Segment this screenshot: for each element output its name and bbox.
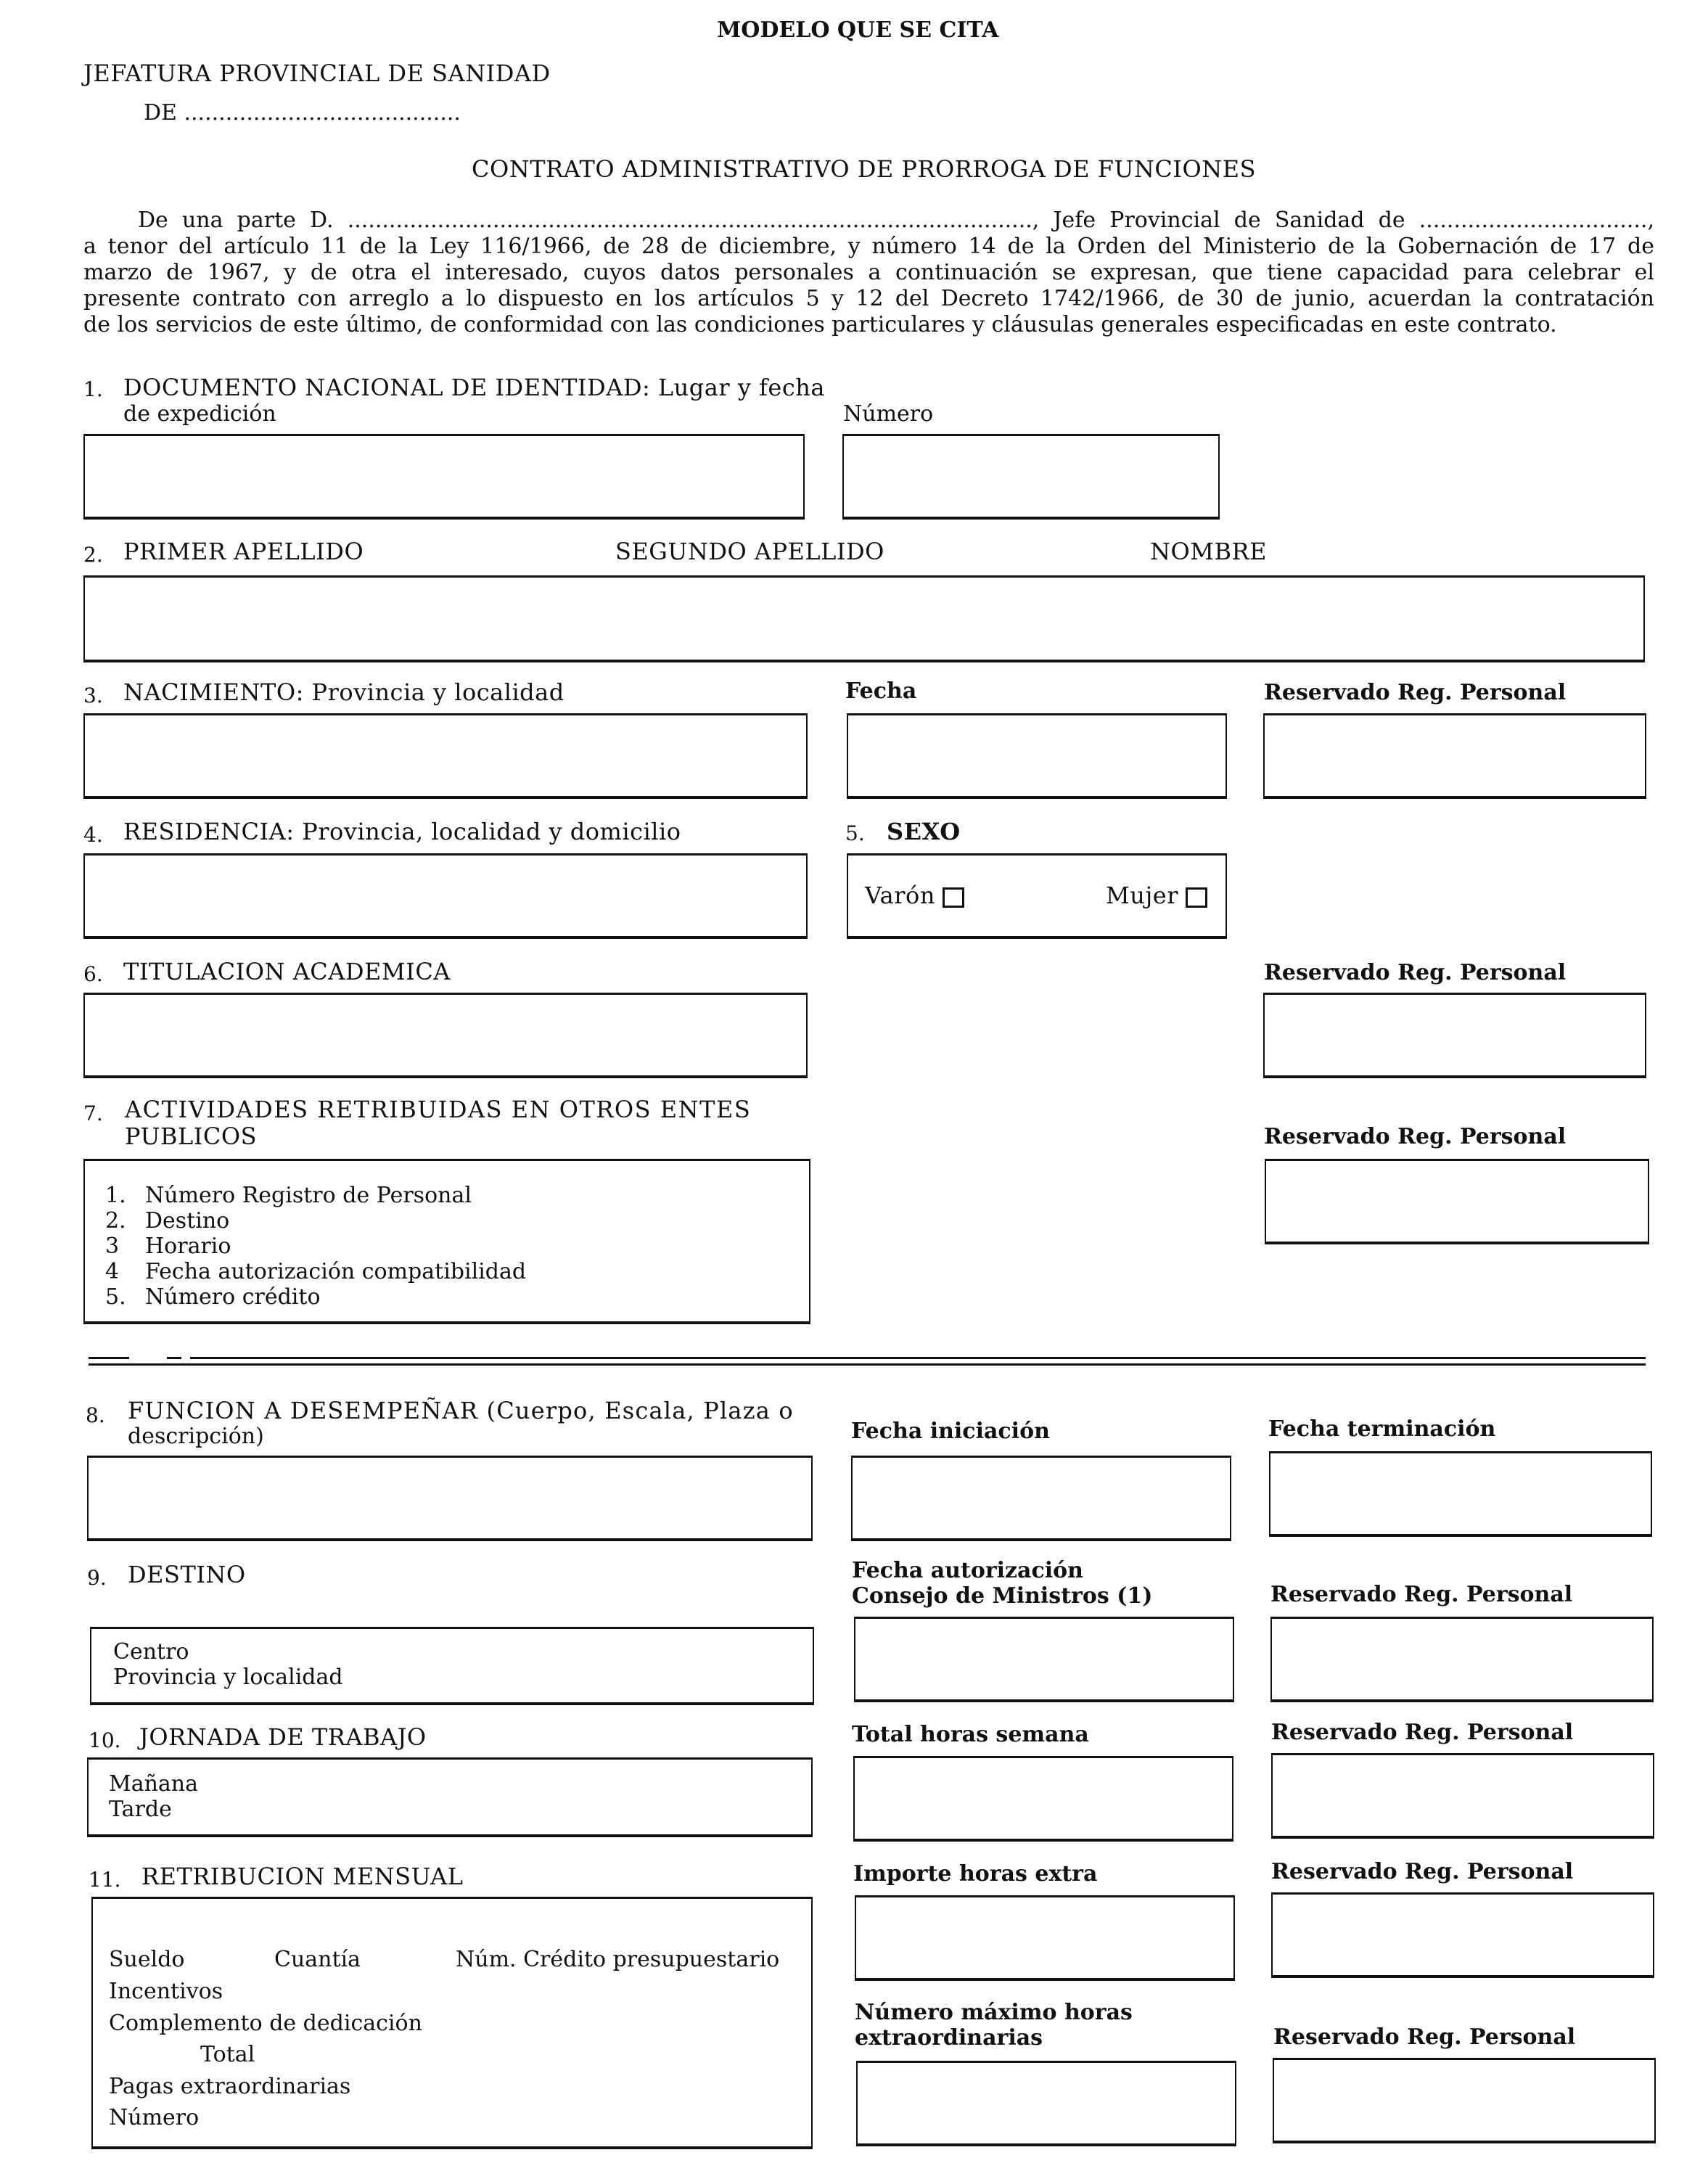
mujer-option[interactable] (1106, 882, 1207, 910)
tarde-label: Tarde (109, 1797, 172, 1822)
primer-apellido-label: PRIMER APELLIDO (123, 538, 364, 565)
de-line: DE ........................................ (144, 100, 461, 126)
destino-box[interactable] (90, 1627, 814, 1705)
section-8-subtitle: descripción) (128, 1424, 264, 1449)
extraordinarias-label: extraordinarias (855, 2025, 1043, 2051)
total-horas-label: Total horas semana (852, 1722, 1089, 1747)
reservado-field-7[interactable] (1265, 1159, 1649, 1244)
intro-paragraph (83, 208, 1654, 338)
total-horas-field[interactable] (853, 1756, 1233, 1842)
intro-line: De una parte D. ..................................................................................................., Jefe Provincial de Sanidad de ................................., (138, 208, 1654, 233)
intro-line: a tenor del artículo 11 de la Ley 116/1966, de 28 de diciembre, y número 14 de la Orden del Ministerio de la Gobernación de 17 de (83, 234, 1654, 259)
section-8-number: 8. (86, 1403, 105, 1427)
fecha-terminacion-label: Fecha terminación (1268, 1416, 1496, 1442)
apellidos-nombre-field[interactable] (83, 575, 1645, 662)
intro-line: de los servicios de este último, de conformidad con las condiciones particulares y cláusulas generales especificadas en este contrato. (83, 312, 1557, 337)
section-5-number: 5. (845, 821, 865, 845)
intro-line: presente contrato con arreglo a lo dispuesto en los artículos 5 y 12 del Decreto 1742/1966, de 30 de junio, acuerdan la contratación (83, 286, 1654, 311)
sueldo-label: Sueldo (109, 1947, 185, 1972)
section-10-number: 10. (89, 1728, 121, 1752)
reservado-label-9: Reservado Reg. Personal (1270, 1582, 1573, 1607)
reservado-label-6: Reservado Reg. Personal (1264, 960, 1567, 985)
credito-label: Núm. Crédito presupuestario (456, 1947, 780, 1972)
reservado-field-11b[interactable] (1273, 2058, 1656, 2143)
dni-numero-field[interactable] (842, 434, 1220, 520)
section-3-title: NACIMIENTO: Provincia y localidad (123, 678, 564, 706)
section-1-title: DOCUMENTO NACIONAL DE IDENTIDAD: Lugar y fecha (123, 374, 825, 401)
actividades-box[interactable] (83, 1159, 810, 1324)
fecha-nacimiento-label: Fecha (845, 678, 917, 704)
consejo-ministros-label: Consejo de Ministros (1) (852, 1583, 1153, 1609)
fecha-autorizacion-label: Fecha autorización (852, 1558, 1083, 1583)
fecha-iniciacion-label: Fecha iniciación (851, 1419, 1050, 1444)
reservado-label-10: Reservado Reg. Personal (1271, 1720, 1574, 1745)
jornada-labels (109, 1771, 198, 1822)
separator-line (190, 1357, 1646, 1359)
section-11-number: 11. (89, 1868, 121, 1892)
reservado-label-3: Reservado Reg. Personal (1264, 680, 1567, 705)
sexo-box (847, 853, 1227, 939)
list-item: 2. Destino (105, 1208, 230, 1234)
varon-checkbox[interactable] (943, 887, 964, 908)
actividades-list (105, 1183, 526, 1310)
section-7-number: 7. (83, 1101, 103, 1125)
section-3-number: 3. (83, 684, 103, 707)
section-7-title: ACTIVIDADES RETRIBUIDAS EN OTROS ENTES (125, 1096, 752, 1123)
mujer-label: Mujer (1106, 882, 1179, 909)
reservado-field-6[interactable] (1263, 993, 1646, 1078)
maximo-horas-field[interactable] (856, 2061, 1236, 2146)
reservado-label-11a: Reservado Reg. Personal (1271, 1859, 1574, 1884)
section-8-title: FUNCION A DESEMPEÑAR (Cuerpo, Escala, Plaza o (128, 1397, 794, 1424)
fecha-nacimiento-field[interactable] (847, 713, 1227, 799)
separator-line (89, 1363, 1646, 1366)
incentivos-label: Incentivos (109, 1979, 223, 2004)
dni-lugar-fecha-field[interactable] (83, 434, 805, 520)
reservado-field-11a[interactable] (1271, 1892, 1654, 1978)
list-item: 5. Número crédito (105, 1284, 321, 1310)
list-item: 1. Número Registro de Personal (105, 1183, 472, 1208)
reservado-field-10[interactable] (1271, 1753, 1654, 1839)
pagas-label: Pagas extraordinarias (109, 2074, 351, 2099)
section-9-title: DESTINO (128, 1561, 246, 1588)
varon-label: Varón (865, 882, 935, 909)
list-item: 4 Fecha autorización compatibilidad (105, 1259, 527, 1284)
contract-title: CONTRATO ADMINISTRATIVO DE PRORROGA DE FUNCIONES (472, 155, 1257, 183)
cuantia-label: Cuantía (274, 1947, 361, 1972)
section-10-title: JORNADA DE TRABAJO (139, 1723, 427, 1751)
varon-option[interactable] (865, 882, 964, 910)
section-6-number: 6. (83, 962, 103, 986)
reservado-label-7: Reservado Reg. Personal (1264, 1124, 1567, 1149)
jornada-box[interactable] (87, 1757, 813, 1837)
maximo-horas-label: Número máximo horas (855, 2000, 1133, 2025)
reservado-field-9[interactable] (1270, 1617, 1654, 1702)
destino-labels (113, 1639, 343, 1690)
section-1-subtitle: de expedición (123, 401, 276, 427)
separator-dash (89, 1357, 129, 1359)
separator-dash (167, 1357, 181, 1359)
manana-label: Mañana (109, 1771, 199, 1797)
reservado-label-11b: Reservado Reg. Personal (1273, 2024, 1576, 2050)
importe-horas-field[interactable] (855, 1895, 1235, 1981)
numero-label: Número (843, 401, 934, 427)
funcion-field[interactable] (87, 1456, 813, 1541)
mujer-checkbox[interactable] (1186, 887, 1207, 908)
residencia-field[interactable] (83, 853, 808, 939)
list-item: 3 Horario (105, 1234, 231, 1259)
section-1-number: 1. (83, 377, 103, 401)
section-4-title: RESIDENCIA: Provincia, localidad y domicilio (123, 818, 681, 845)
section-9-number: 9. (87, 1566, 107, 1590)
retribucion-box[interactable] (91, 1897, 813, 2149)
titulacion-field[interactable] (83, 993, 808, 1078)
complemento-label: Complemento de dedicación (109, 2011, 422, 2036)
jefatura-label: JEFATURA PROVINCIAL DE SANIDAD (83, 59, 551, 87)
total-label: Total (200, 2042, 255, 2067)
section-4-number: 4. (83, 823, 103, 847)
section-6-title: TITULACION ACADEMICA (123, 958, 451, 985)
section-11-title: RETRIBUCION MENSUAL (141, 1863, 464, 1890)
fecha-terminacion-field[interactable] (1269, 1451, 1652, 1537)
fecha-iniciacion-field[interactable] (851, 1456, 1231, 1541)
numero-pagas-label: Número (109, 2105, 200, 2130)
importe-horas-label: Importe horas extra (853, 1861, 1098, 1887)
nacimiento-field[interactable] (83, 713, 808, 799)
provincia-localidad-label: Provincia y localidad (113, 1665, 343, 1690)
segundo-apellido-label: SEGUNDO APELLIDO (615, 538, 884, 565)
section-2-number: 2. (83, 543, 103, 567)
document-heading: MODELO QUE SE CITA (717, 17, 999, 43)
sexo-label: SEXO (887, 818, 961, 845)
fecha-autorizacion-field[interactable] (854, 1617, 1234, 1702)
intro-line: marzo de 1967, y de otra el interesado, cuyos datos personales a continuación se expresan, que tiene capacidad para celebrar el (83, 260, 1654, 285)
section-7-subtitle: PUBLICOS (125, 1123, 257, 1150)
nombre-label: NOMBRE (1150, 538, 1267, 565)
centro-label: Centro (113, 1639, 189, 1665)
reservado-field-3[interactable] (1263, 713, 1646, 799)
